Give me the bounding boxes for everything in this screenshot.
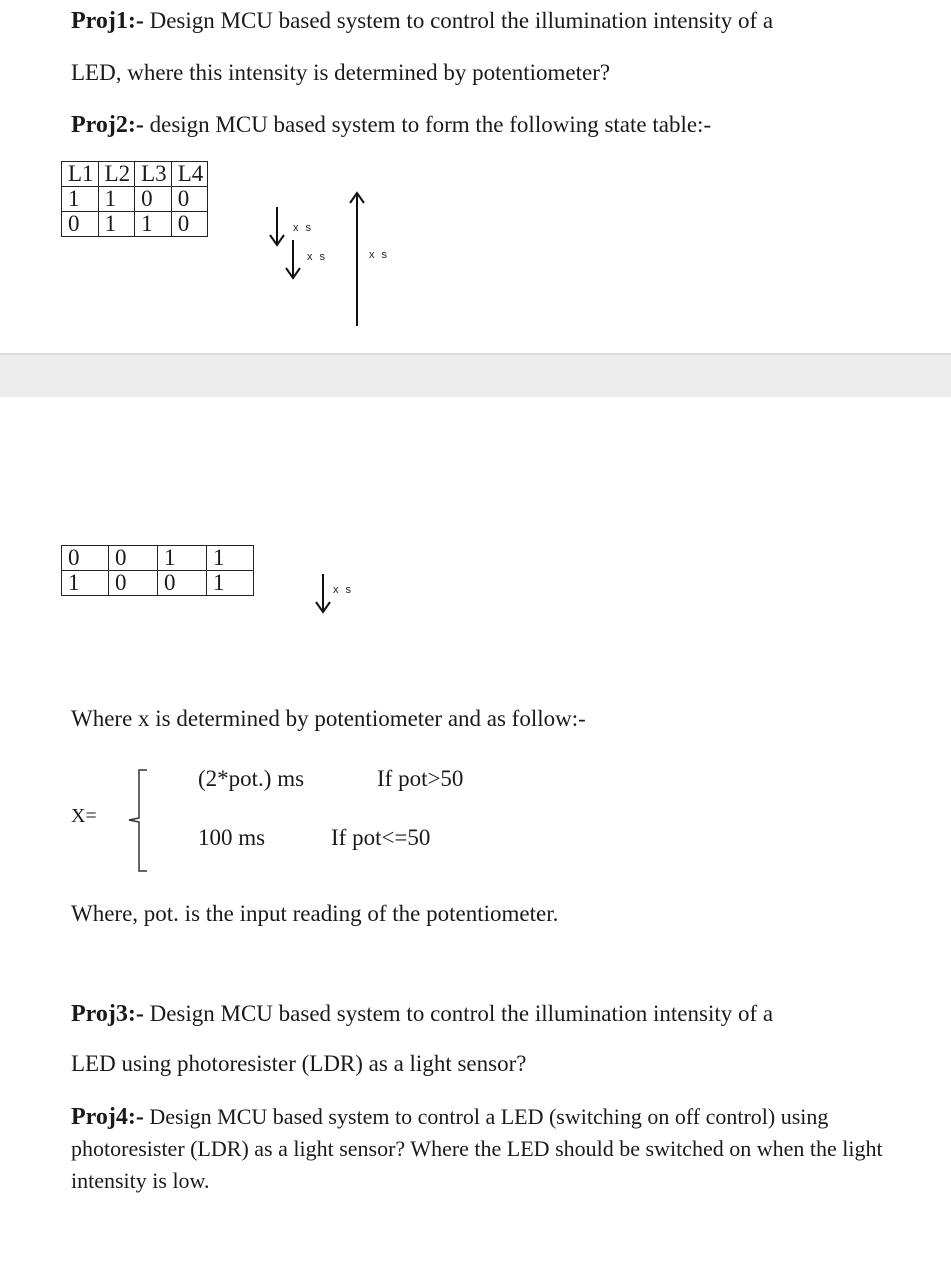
x-label: X=: [71, 805, 97, 827]
down-arrow-icon: [315, 572, 335, 617]
up-arrow-icon: [348, 190, 368, 330]
proj2-label: Proj2:-: [71, 112, 144, 138]
table-cell: 1: [207, 546, 254, 571]
case1-condition: If pot>50: [377, 766, 464, 791]
pot-note: Where, pot. is the input reading of the potentiometer.: [71, 901, 559, 926]
proj1-text: Design MCU based system to control the illumination intensity of a: [143, 8, 774, 33]
proj1-line1: [71, 8, 773, 35]
delay-label: x s: [333, 584, 354, 596]
case1-value: (2*pot.) ms: [198, 766, 305, 791]
page-break: [0, 353, 951, 397]
table-cell: 0: [62, 546, 109, 571]
proj3-label: Proj3:-: [71, 1001, 144, 1027]
table-row: [62, 212, 208, 237]
table-cell: 1: [158, 546, 207, 571]
proj1-line2: LED, where this intensity is determined by potentiometer?: [71, 60, 611, 85]
table-row: [62, 187, 208, 212]
delay-label: x s: [293, 222, 314, 234]
table-cell: L3: [135, 162, 172, 187]
table-cell: 1: [62, 187, 99, 212]
proj3-line1: [71, 1001, 773, 1028]
delay-label: x s: [369, 249, 390, 261]
table-cell: 0: [135, 187, 172, 212]
table-cell: L4: [171, 162, 208, 187]
case2-condition: If pot<=50: [331, 825, 431, 850]
proj4-text: Design MCU based system to control a LED (switching on off control) using photoresister (LDR) as a light sensor? Where the LED should be switched on when the light intensity is low.: [71, 1104, 883, 1193]
table-cell: 0: [109, 571, 158, 596]
table-cell: 1: [98, 212, 135, 237]
where-x-text: Where x is determined by potentiometer and as follow:-: [71, 706, 586, 731]
table-cell: 0: [171, 187, 208, 212]
state-table-1: [61, 161, 208, 237]
table-cell: L2: [98, 162, 135, 187]
table-row: [62, 162, 208, 187]
brace-icon: [125, 768, 155, 878]
proj1-label: Proj1:-: [71, 8, 144, 34]
table-cell: 0: [109, 546, 158, 571]
proj2-line1: [71, 112, 711, 139]
table-cell: 1: [207, 571, 254, 596]
proj2-text: design MCU based system to form the following state table:-: [143, 112, 712, 137]
table-cell: 0: [158, 571, 207, 596]
table-cell: 1: [62, 571, 109, 596]
table-cell: 1: [135, 212, 172, 237]
table-cell: L1: [62, 162, 99, 187]
state-table-2: [61, 545, 254, 596]
table-cell: 0: [62, 212, 99, 237]
proj4-label: Proj4:-: [71, 1104, 144, 1130]
delay-label: x s: [307, 251, 328, 263]
case2-value: 100 ms: [198, 825, 266, 850]
proj3-line2: LED using photoresister (LDR) as a light sensor?: [71, 1051, 527, 1076]
table-row: [62, 546, 254, 571]
table-cell: 0: [171, 212, 208, 237]
down-arrow-icon: [285, 238, 305, 283]
table-cell: 1: [98, 187, 135, 212]
proj4-paragraph: [71, 1101, 891, 1197]
table-row: [62, 571, 254, 596]
proj3-text: Design MCU based system to control the illumination intensity of a: [143, 1001, 774, 1026]
